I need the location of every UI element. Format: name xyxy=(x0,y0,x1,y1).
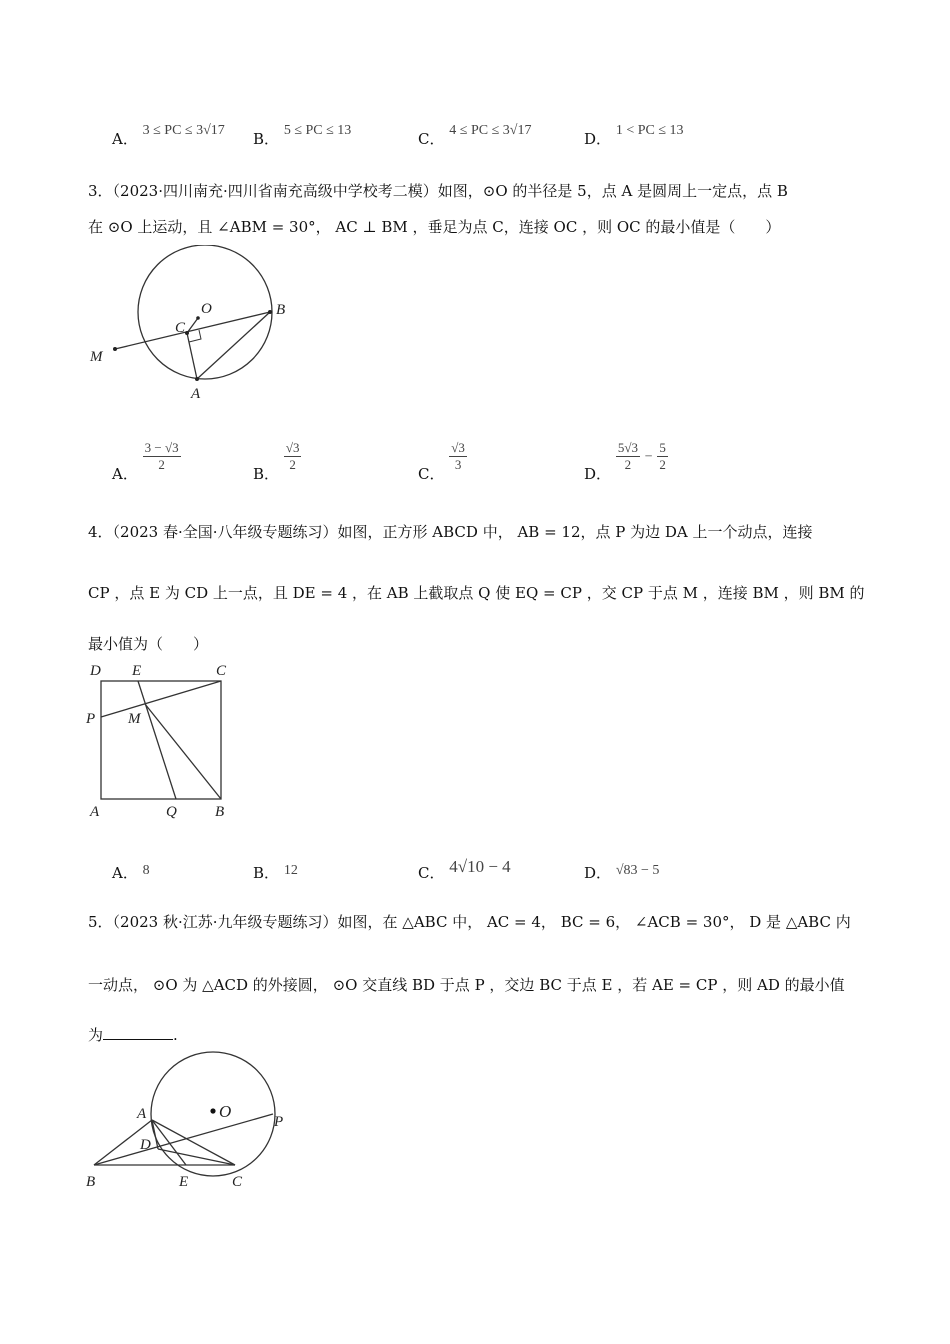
q3-line-ab xyxy=(197,312,270,379)
q3-option-d-minus: − xyxy=(644,449,653,465)
q5-label-e: E xyxy=(179,1174,189,1190)
q3-option-d-label: D． xyxy=(584,464,612,483)
q5-line-1: 5．（2023 秋·江苏·九年级专题练习）如图，在 △ABC 中， AC = 4， BC = 6， ∠ACB = 30°， D 是 △ABC 内 xyxy=(88,913,851,931)
q3-label-c: C xyxy=(175,320,186,336)
q3-line-2: 在 ⊙O 上运动，且 ∠ABM = 30°， AC ⊥ BM ，垂足为点 C，连接 OC ，则 OC 的最小值是（ ） xyxy=(88,218,781,236)
q4-label-p: P xyxy=(86,711,96,727)
q3-option-d-frac-2 xyxy=(657,440,668,473)
q5-label-b: B xyxy=(86,1174,96,1190)
q4-line-bm xyxy=(145,704,221,799)
q3-point-m xyxy=(113,347,117,351)
q4-option-d-label: D． xyxy=(584,864,612,882)
q4-label-q: Q xyxy=(166,804,177,820)
q2-option-b xyxy=(253,123,352,149)
q4-option-a-expr: 8 xyxy=(142,863,150,878)
q5-line-2: 一动点， ⊙O 为 △ACD 的外接圆， ⊙O 交直线 BD 于点 P ，交边 BC 于点 E ，若 AE = CP ，则 AD 的最小值 xyxy=(88,976,845,994)
q4-option-b-label: B． xyxy=(253,864,280,882)
q3-option-c xyxy=(418,440,467,483)
q3-option-d-frac-1 xyxy=(616,440,640,473)
q4-label-b: B xyxy=(215,804,225,820)
q4-label-c: C xyxy=(216,663,227,679)
q3-option-d-num-2: 5 xyxy=(659,440,666,455)
q5-label-o: O xyxy=(219,1102,232,1121)
q2-option-b-expr: 5 ≤ PC ≤ 13 xyxy=(283,123,352,138)
q3-label-o: O xyxy=(201,301,212,317)
q5-line-ac xyxy=(152,1120,235,1165)
q3-option-b-frac xyxy=(284,440,302,473)
q3-option-c-label: C． xyxy=(418,464,445,483)
q2-option-d xyxy=(584,123,684,149)
q4-line-2: CP ，点 E 为 CD 上一点，且 DE = 4 ，在 AB 上截取点 Q 使 EQ = CP ，交 CP 于点 M ，连接 BM ，则 BM 的 xyxy=(88,584,865,602)
q5-label-c: C xyxy=(232,1174,243,1190)
q4-option-b-expr: 12 xyxy=(283,863,298,878)
q2-option-c xyxy=(418,123,532,149)
q4-option-b xyxy=(253,862,298,883)
q3-option-b xyxy=(253,440,301,483)
q3-option-b-num: √3 xyxy=(285,440,300,455)
q3-point-o xyxy=(196,316,200,320)
q4-line-eq xyxy=(138,681,176,799)
q3-option-d xyxy=(584,440,668,483)
q3-point-c xyxy=(185,331,189,335)
q3-label-a: A xyxy=(191,386,201,402)
q3-option-d-den-1: 2 xyxy=(624,457,632,472)
q3-option-a xyxy=(112,440,181,483)
q3-option-c-frac xyxy=(449,440,467,473)
q3-line-1: 3．（2023·四川南充·四川省南充高级中学校考二模）如图，⊙O 的半径是 5，点 A 是圆周上一定点，点 B xyxy=(88,182,788,200)
q5-line-dc xyxy=(158,1149,235,1165)
q3-point-a xyxy=(195,377,199,381)
q5-line-3 xyxy=(88,1024,178,1045)
q2-option-a-label: A． xyxy=(112,130,138,148)
q3-option-b-label: B． xyxy=(253,464,280,483)
q3-point-b xyxy=(268,310,272,314)
q2-option-d-label: D． xyxy=(584,130,612,148)
q5-figure xyxy=(82,1045,302,1195)
q3-option-a-den: 2 xyxy=(158,457,165,472)
q3-figure xyxy=(80,245,310,405)
q5-label-p: P xyxy=(274,1114,284,1130)
q4-option-c-expr: 4√10 − 4 xyxy=(449,857,511,876)
q2-option-a xyxy=(112,123,225,149)
q2-option-c-label: C． xyxy=(418,130,445,148)
q5-line-3-text: 为 xyxy=(88,1026,104,1044)
q3-option-a-frac xyxy=(143,440,181,473)
q3-label-b: B xyxy=(276,302,286,318)
q4-line-cp xyxy=(101,681,221,717)
q3-option-d-num-1: 5√3 xyxy=(617,440,638,455)
q2-option-c-expr: 4 ≤ PC ≤ 3√17 xyxy=(449,123,532,138)
q5-line-3-end: . xyxy=(173,1026,178,1044)
q4-figure xyxy=(82,660,242,820)
q3-label-m: M xyxy=(90,349,103,365)
q5-circle xyxy=(151,1052,275,1176)
q4-label-a: A xyxy=(90,804,100,820)
q3-option-a-num: 3 − √3 xyxy=(144,440,179,455)
q5-label-d: D xyxy=(140,1137,151,1153)
q2-option-b-label: B． xyxy=(253,130,280,148)
q4-option-d-expr: √83 − 5 xyxy=(615,863,660,878)
q5-line-bp xyxy=(94,1114,273,1165)
q4-line-3: 最小值为（ ） xyxy=(88,635,209,653)
q3-right-angle xyxy=(189,330,201,342)
q4-option-a-label: A． xyxy=(112,864,138,882)
q3-option-c-num: √3 xyxy=(451,440,465,455)
q5-label-a: A xyxy=(137,1106,147,1122)
q4-option-a xyxy=(112,862,150,883)
q2-option-d-expr: 1 < PC ≤ 13 xyxy=(615,123,684,138)
q5-answer-blank xyxy=(103,1025,173,1040)
q3-option-a-label: A． xyxy=(112,464,138,483)
q3-option-d-den-2: 2 xyxy=(659,457,666,472)
q4-label-m: M xyxy=(128,711,141,727)
q3-option-b-den: 2 xyxy=(289,457,296,472)
q4-option-c xyxy=(418,857,511,883)
q4-label-e: E xyxy=(132,663,142,679)
q3-option-c-den: 3 xyxy=(454,457,462,472)
q4-option-d xyxy=(584,862,659,883)
q4-option-c-label: C． xyxy=(418,864,445,882)
q4-line-1: 4．（2023 春·全国·八年级专题练习）如图，正方形 ABCD 中， AB = 12，点 P 为边 DA 上一个动点，连接 xyxy=(88,523,813,541)
q4-label-d: D xyxy=(90,663,101,679)
q5-point-o xyxy=(210,1108,215,1113)
q2-option-a-expr: 3 ≤ PC ≤ 3√17 xyxy=(142,123,225,138)
